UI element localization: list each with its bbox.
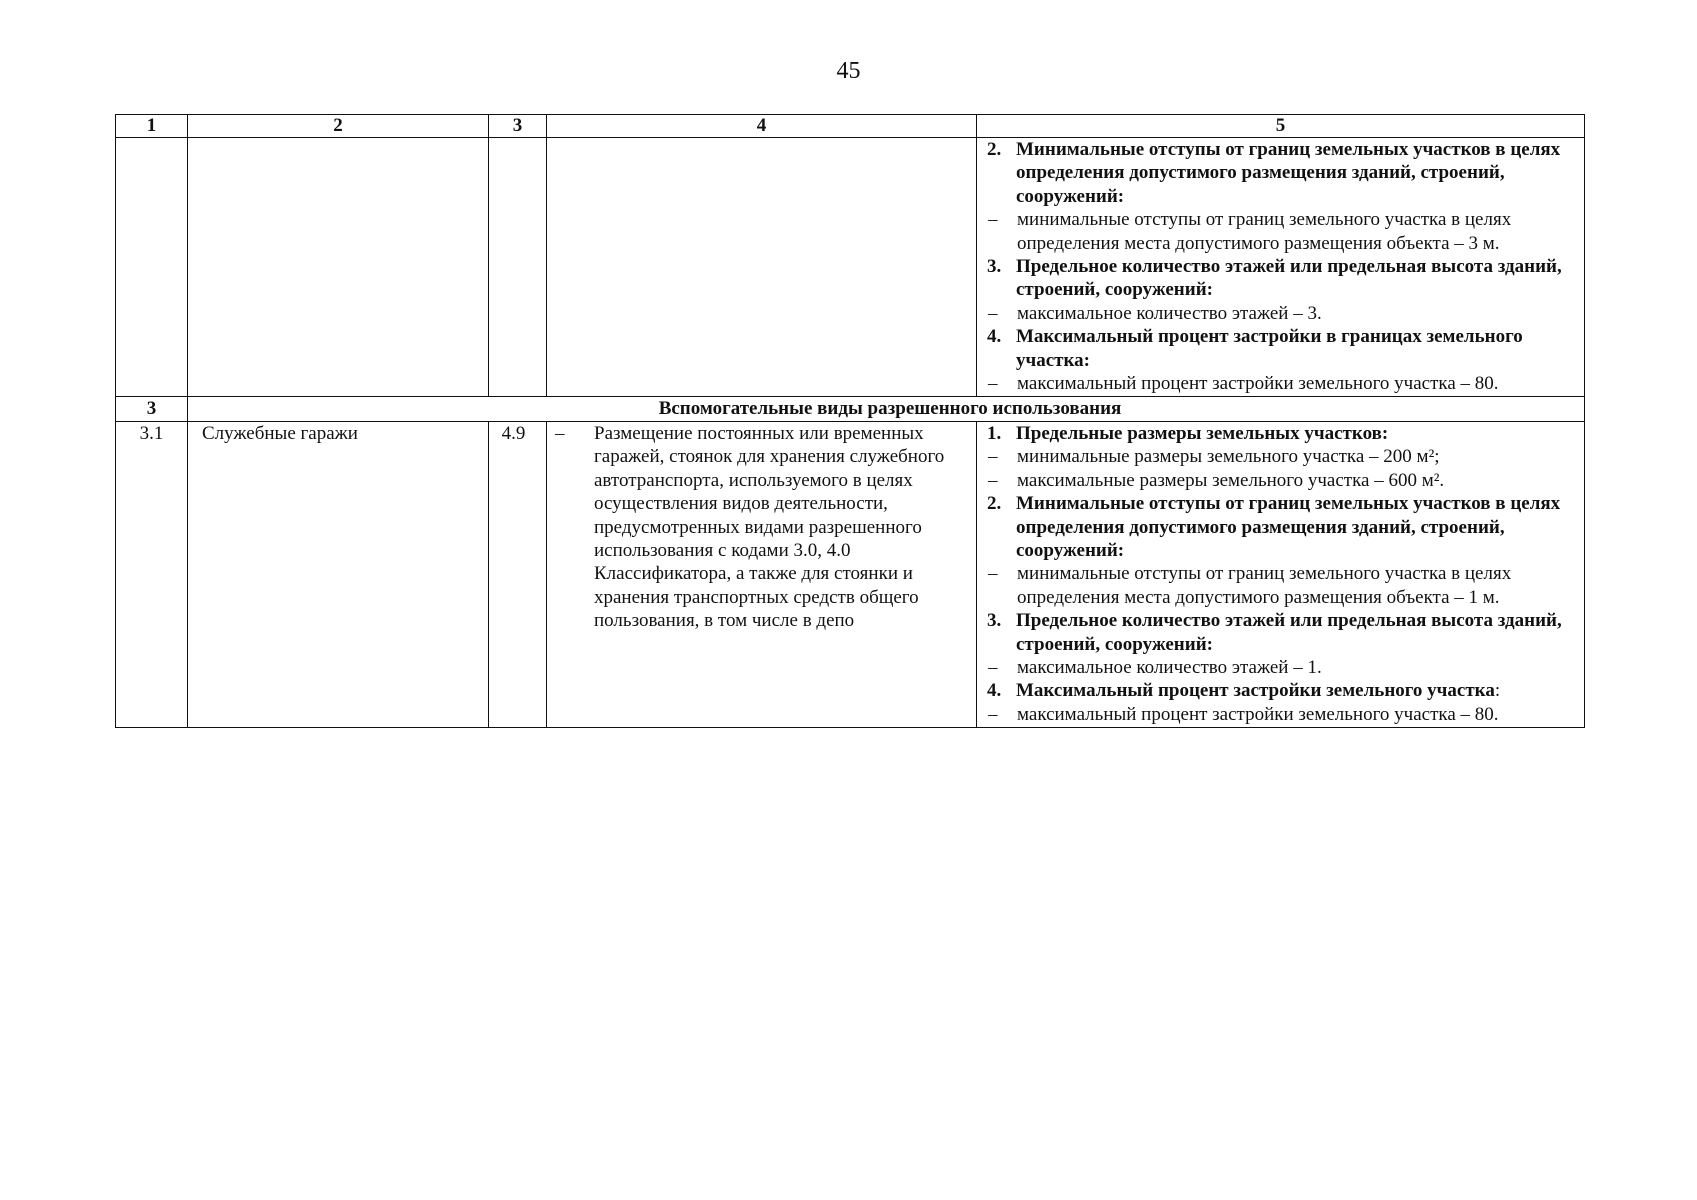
param-item: [987, 208, 1580, 255]
table-row: [116, 421, 1585, 727]
param-marker: –: [988, 656, 998, 678]
page-number: 45: [836, 58, 861, 84]
continuation-row: [116, 138, 1585, 397]
param-marker: –: [988, 373, 998, 395]
continuation-params-cell: [977, 138, 1585, 397]
param-marker: 3.: [987, 256, 1002, 278]
param-text-main: Максимальный процент застройки земельного участка: [1016, 680, 1495, 702]
continuation-cell-3: [489, 138, 547, 397]
param-text: максимальное количество этажей – 1.: [1017, 656, 1322, 678]
param-item: [987, 255, 1580, 302]
row-number: 3.1: [116, 421, 188, 727]
header-col-5: 5: [977, 115, 1585, 138]
param-text: минимальные отступы от границ земельного участка в целях определения места допустимого размещения объекта – 3 м.: [1017, 209, 1512, 254]
row-name: Служебные гаражи: [188, 421, 489, 727]
param-item: [987, 445, 1580, 468]
header-row: [116, 115, 1585, 138]
param-text: Минимальные отступы от границ земельных участков в целях определения допустимого размещения зданий, строений, сооружений:: [1016, 493, 1561, 561]
param-item: [987, 469, 1580, 492]
section-title: Вспомогательные виды разрешенного использования: [188, 397, 1585, 421]
param-marker: –: [988, 446, 998, 468]
param-text: максимальные размеры земельного участка – 600 м².: [1017, 469, 1445, 491]
param-item: [987, 609, 1580, 656]
param-text: максимальный процент застройки земельного участка – 80.: [1017, 703, 1499, 725]
param-text-tail: :: [1494, 680, 1501, 702]
param-marker: 4.: [987, 680, 1002, 702]
param-marker: 2.: [987, 139, 1002, 160]
param-item: [987, 372, 1580, 395]
param-text: максимальное количество этажей – 3.: [1017, 302, 1322, 324]
param-item: [987, 562, 1580, 609]
param-item: [987, 138, 1580, 208]
param-text: максимальный процент застройки земельного участка – 80.: [1017, 373, 1499, 395]
continuation-cell-2: [188, 138, 489, 397]
param-text: минимальные размеры земельного участка – 200 м²;: [1017, 446, 1440, 468]
param-marker: –: [988, 563, 998, 585]
description-item: [554, 422, 970, 633]
param-marker: 4.: [987, 326, 1002, 348]
param-item: [987, 302, 1580, 325]
param-text: Предельное количество этажей или предельная высота зданий, строений, сооружений:: [1016, 610, 1562, 655]
header-col-3: 3: [489, 115, 547, 138]
param-marker: 1.: [987, 422, 1002, 444]
section-row: [116, 397, 1585, 421]
description-text: Размещение постоянных или временных гаражей, стоянок для хранения служебного автотранспорта, используемого в целях осуществления видов деятельности, предусмотренных видами разрешенного использования с кодами 3.0, 4.0 Классификатора, а также для стоянки и хранения транспортных средств общего пользования, в том числе в депо: [594, 422, 945, 632]
param-marker: –: [988, 209, 998, 231]
param-item: [987, 422, 1580, 445]
description-marker: –: [555, 422, 565, 444]
row-description-cell: [547, 421, 977, 727]
row-code: 4.9: [489, 421, 547, 727]
param-text: Минимальные отступы от границ земельных участков в целях определения допустимого размещения зданий, строений, сооружений:: [1016, 139, 1561, 207]
header-col-4: 4: [547, 115, 977, 138]
continuation-cell-1: [116, 138, 188, 397]
continuation-cell-4: [547, 138, 977, 397]
section-number: 3: [116, 397, 188, 421]
param-marker: –: [988, 302, 998, 324]
param-text: Максимальный процент застройки в границах земельного участка:: [1016, 326, 1523, 371]
param-marker: 3.: [987, 610, 1002, 632]
param-marker: 2.: [987, 493, 1002, 515]
zoning-table: [115, 114, 1585, 728]
param-item: [987, 679, 1580, 702]
param-marker: –: [988, 703, 998, 725]
header-col-1: 1: [116, 115, 188, 138]
param-item: [987, 703, 1580, 726]
param-item: [987, 492, 1580, 562]
param-item: [987, 656, 1580, 679]
param-marker: –: [988, 469, 998, 491]
param-text: Предельное количество этажей или предельная высота зданий, строений, сооружений:: [1016, 256, 1562, 301]
header-col-2: 2: [188, 115, 489, 138]
row-params-cell: [977, 421, 1585, 727]
param-text: минимальные отступы от границ земельного участка в целях определения места допустимого размещения объекта – 1 м.: [1017, 563, 1512, 608]
param-text: [1016, 679, 1580, 702]
param-text: Предельные размеры земельных участков:: [1016, 422, 1389, 444]
param-item: [987, 325, 1580, 372]
